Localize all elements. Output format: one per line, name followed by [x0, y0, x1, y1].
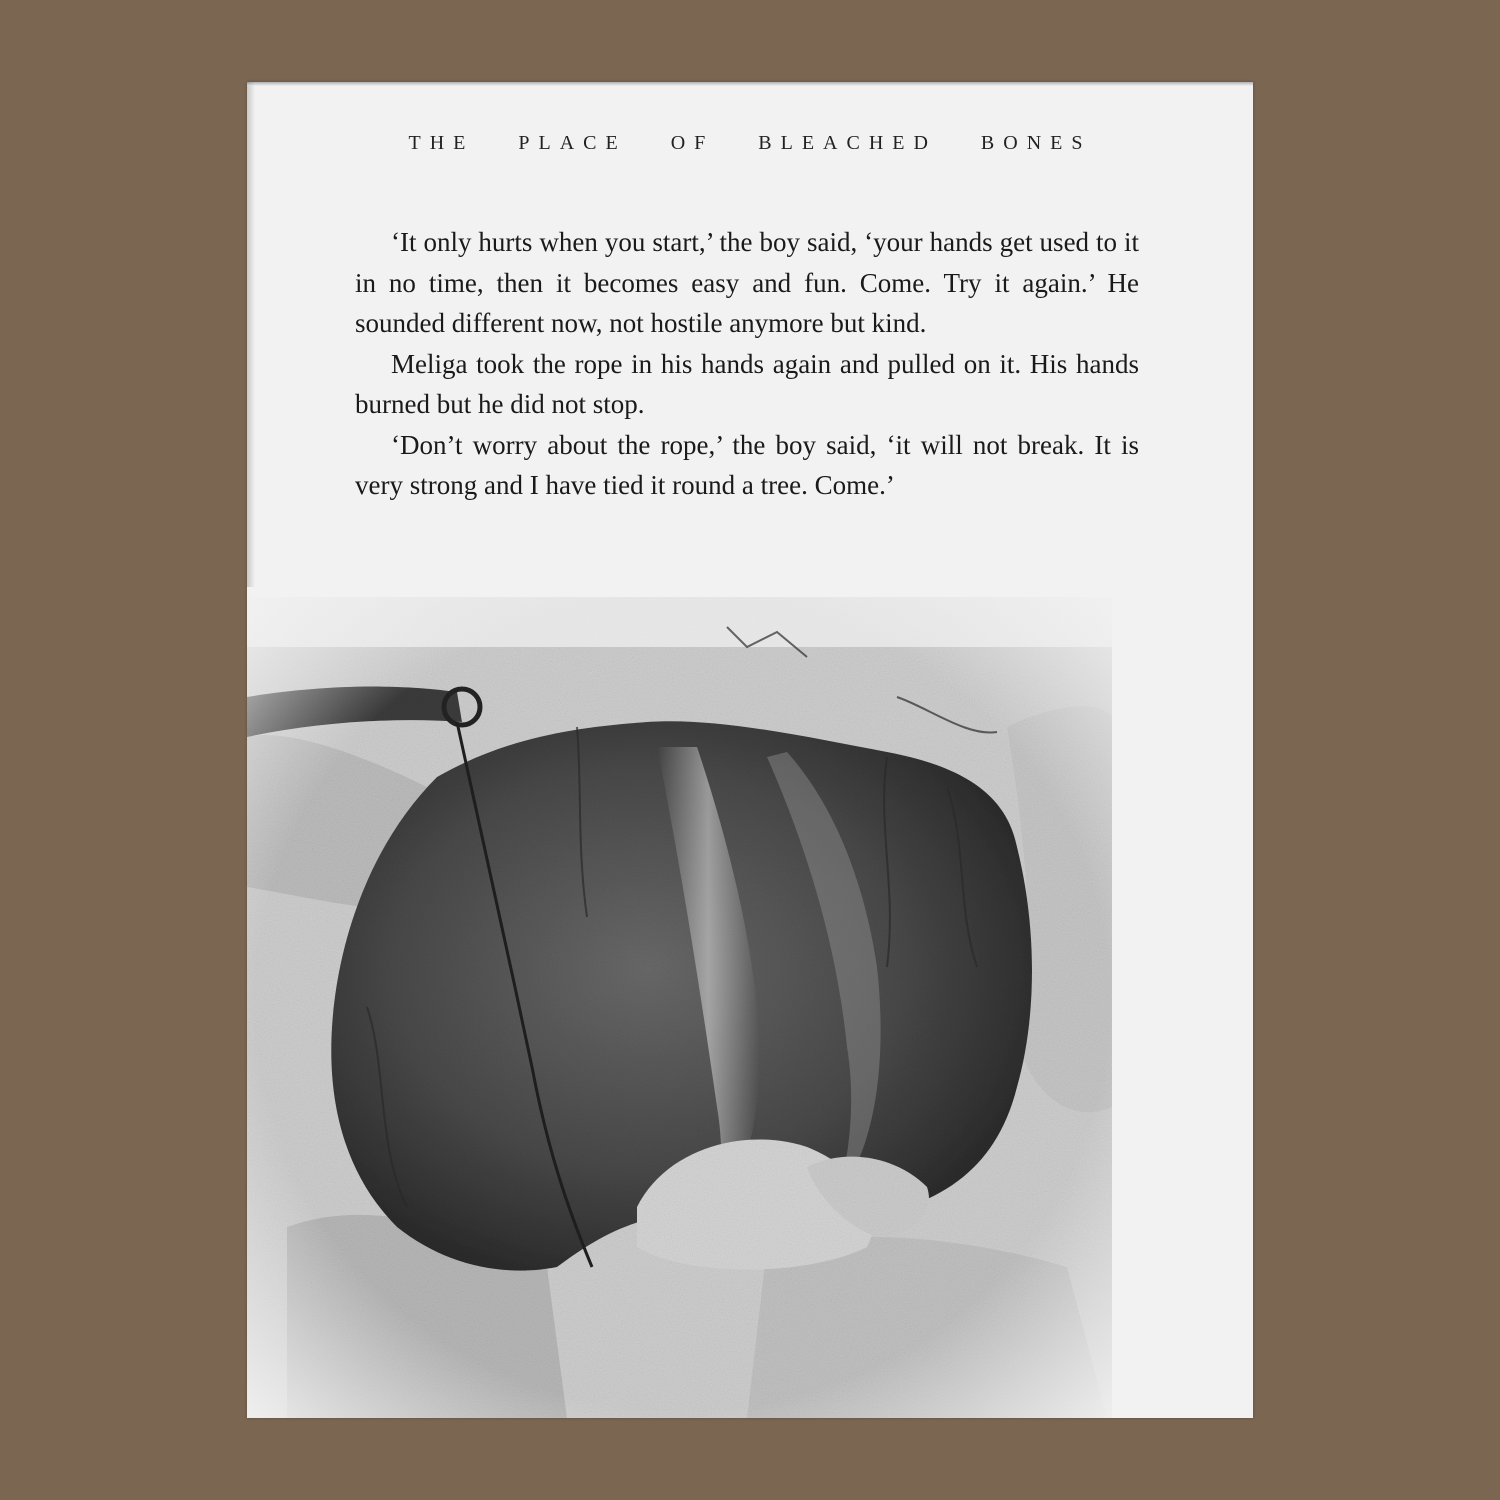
running-head: THE PLACE OF BLEACHED BONES — [408, 132, 1092, 154]
paragraph-2: Meliga took the rope in his hands again and pulled on it. His hands burned but he did not stop. — [355, 348, 1139, 419]
page-top-edge — [247, 82, 1253, 86]
paragraph-3: ‘Don’t worry about the rope,’ the boy said, ‘it will not break. It is very strong and I have tied it round a tree. Come.’ — [355, 429, 1139, 500]
body-text — [355, 222, 1139, 506]
book-page — [247, 82, 1253, 1418]
charcoal-illustration-pit — [247, 587, 1117, 1418]
paragraph-1: ‘It only hurts when you start,’ the boy said, ‘your hands get used to it in no time, then it becomes easy and fun. Come. Try it again.’ He sounded different now, not hostile anymore but kind. — [355, 227, 1139, 338]
